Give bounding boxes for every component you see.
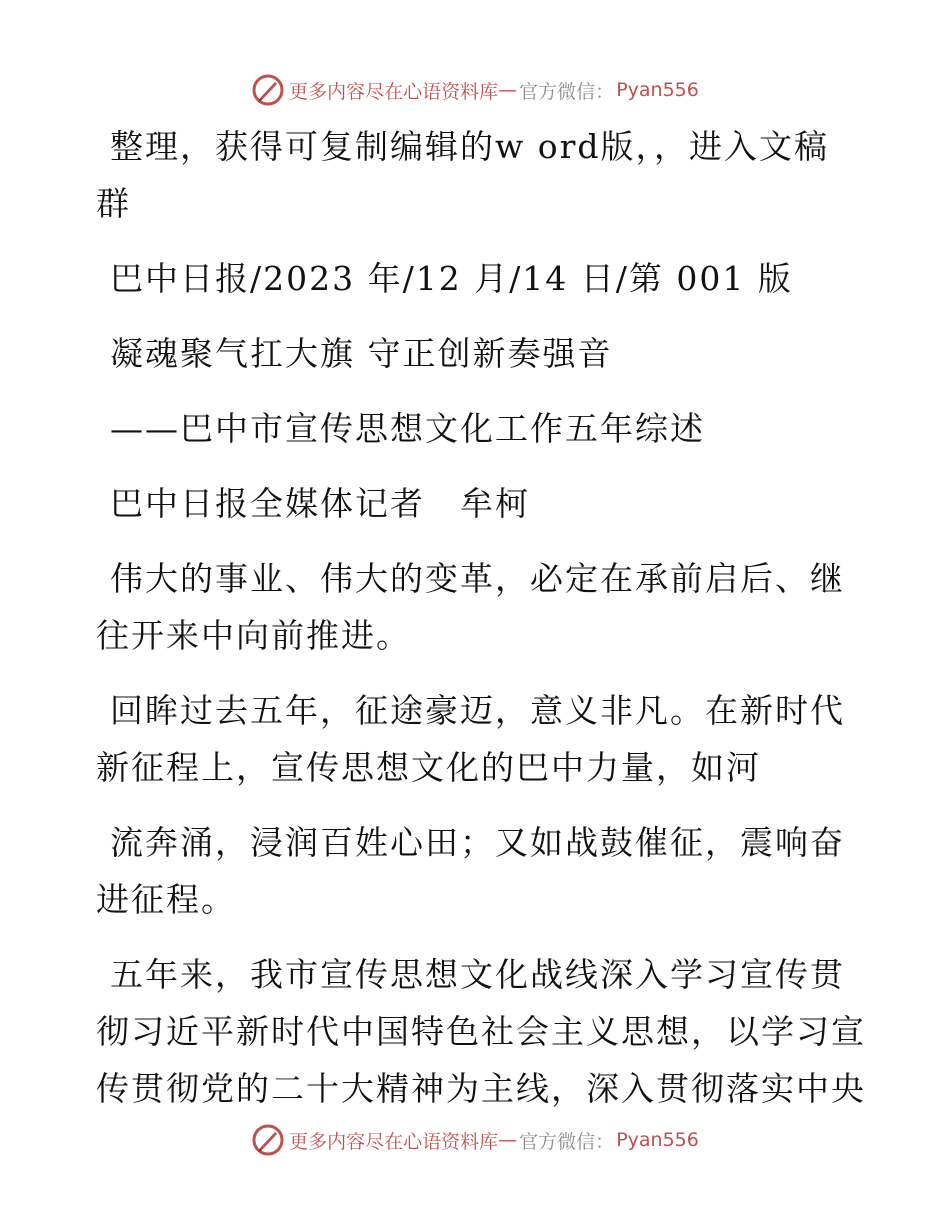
text-line: 回眸过去五年，征途豪迈，意义非凡。在新时代 xyxy=(110,691,845,730)
text-line: 往开来中向前推进。 xyxy=(96,616,411,655)
article-subtitle xyxy=(96,400,856,457)
text-line: 彻习近平新时代中国特色社会主义思想，以学习宣 xyxy=(96,1012,866,1051)
text-line: 整理，获得可复制编辑的w ord版，，进入文稿 xyxy=(110,127,830,166)
watermark-wechat-label: 官方微信： xyxy=(519,1130,615,1153)
text-line: 巴中日报全媒体记者 牟柯 xyxy=(110,484,530,523)
watermark-wechat-label: 官方微信： xyxy=(519,80,615,103)
watermark-wechat-id: Pyan556 xyxy=(616,79,699,101)
text-line: 凝魂聚气扛大旗 守正创新奏强音 xyxy=(110,334,613,373)
paragraph-body xyxy=(96,814,856,928)
text-line: 巴中日报/2023 年/12 月/14 日/第 001 版 xyxy=(110,259,793,298)
paragraph-body xyxy=(96,682,856,796)
paragraph-source xyxy=(96,250,856,307)
text-line: 流奔涌，浸润百姓心田；又如战鼓催征，震响奋 xyxy=(110,823,845,862)
text-line: 进征程。 xyxy=(96,880,236,919)
text-line: ——巴中市宣传思想文化工作五年综述 xyxy=(110,409,705,448)
footer-watermark xyxy=(0,1120,950,1160)
article-title xyxy=(96,325,856,382)
text-line: 新征程上，宣传思想文化的巴中力量，如河 xyxy=(96,748,761,787)
document-body xyxy=(96,118,866,1117)
paragraph-body xyxy=(96,550,856,664)
text-line: 五年来，我市宣传思想文化战线深入学习宣传贯 xyxy=(110,955,845,994)
watermark-site-text: 更多内容尽在心语资料库 xyxy=(289,80,499,103)
watermark-site-text: 更多内容尽在心语资料库 xyxy=(289,1130,499,1153)
text-line: 传贯彻党的二十大精神为主线，深入贯彻落实中央 xyxy=(96,1069,866,1108)
watermark-wechat-id: Pyan556 xyxy=(616,1129,699,1151)
watermark-dash: — xyxy=(498,79,518,101)
watermark-dash: — xyxy=(498,1129,518,1151)
text-line: 伟大的事业、伟大的变革，必定在承前启后、继 xyxy=(110,559,845,598)
paragraph-body xyxy=(96,946,866,1117)
quill-pen-logo-icon xyxy=(251,73,285,107)
paragraph-intro xyxy=(96,118,856,232)
header-watermark xyxy=(0,70,950,110)
quill-pen-logo-icon xyxy=(251,1123,285,1157)
article-byline xyxy=(96,475,856,532)
text-line: 群 xyxy=(96,184,131,223)
